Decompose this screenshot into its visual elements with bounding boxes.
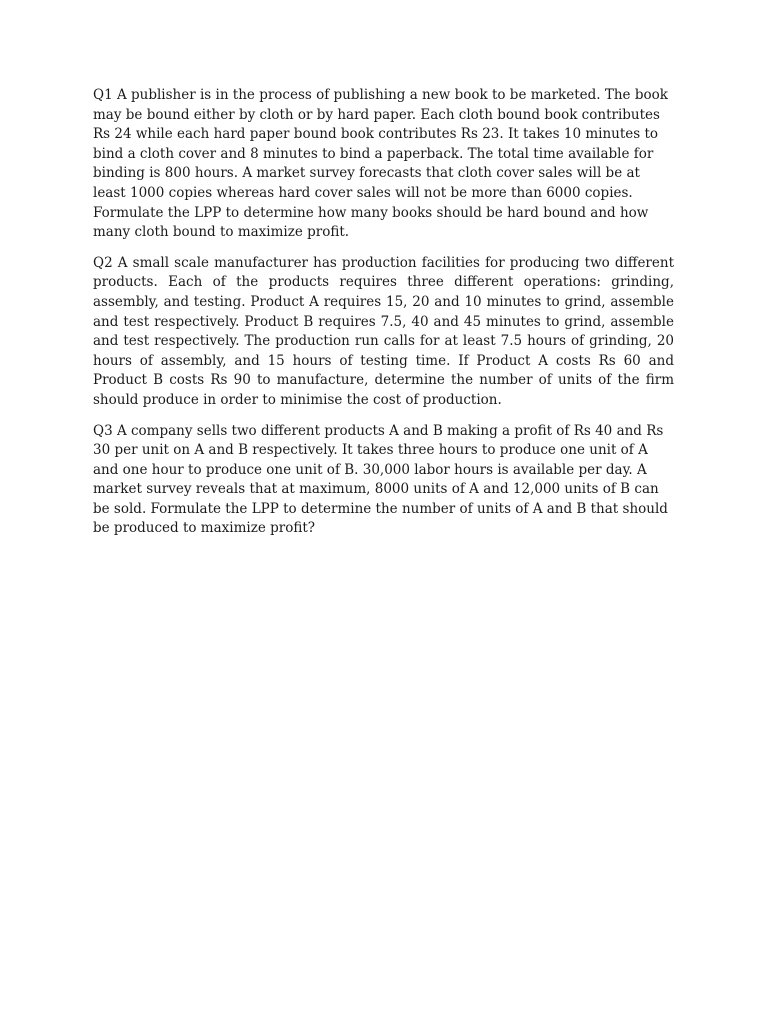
question-3: Q3 A company sells two different products A and B making a profit of Rs 40 and Rs 30 per unit on A and B respectively. It takes three hours to produce one unit of A and one hour to produce one unit of B. 30,000 labor hours is available per day. A market survey reveals that at maximum, 8000 units of A and 12,000 units of B can be sold. Formulate the LPP to determine the number of units of A and B that should be produced to maximize profit? — [93, 422, 668, 537]
document-body — [93, 86, 674, 550]
question-2: Q2 A small scale manufacturer has production facilities for producing two different products. Each of the products requires three different operations: grinding, assembly, and testing. Product A requires 15, 20 and 10 minutes to grind, assemble and test respectively. Product B requires 7.5, 40 and 45 minutes to grind, assemble and test respectively. The production run calls for at least 7.5 hours of grinding, 20 hours of assembly, and 15 hours of testing time. If Product A costs Rs 60 and Product B costs Rs 90 to manufacture, determine the number of units of the firm should produce in order to minimise the cost of production. — [93, 254, 674, 408]
question-1: Q1 A publisher is in the process of publishing a new book to be marketed. The book may be bound either by cloth or by hard paper. Each cloth bound book contributes Rs 24 while each hard paper bound book contributes Rs 23. It takes 10 minutes to bind a cloth cover and 8 minutes to bind a paperback. The total time available for binding is 800 hours. A market survey forecasts that cloth cover sales will be at least 1000 copies whereas hard cover sales will not be more than 6000 copies. Formulate the LPP to determine how many books should be hard bound and how many cloth bound to maximize profit. — [93, 87, 668, 241]
